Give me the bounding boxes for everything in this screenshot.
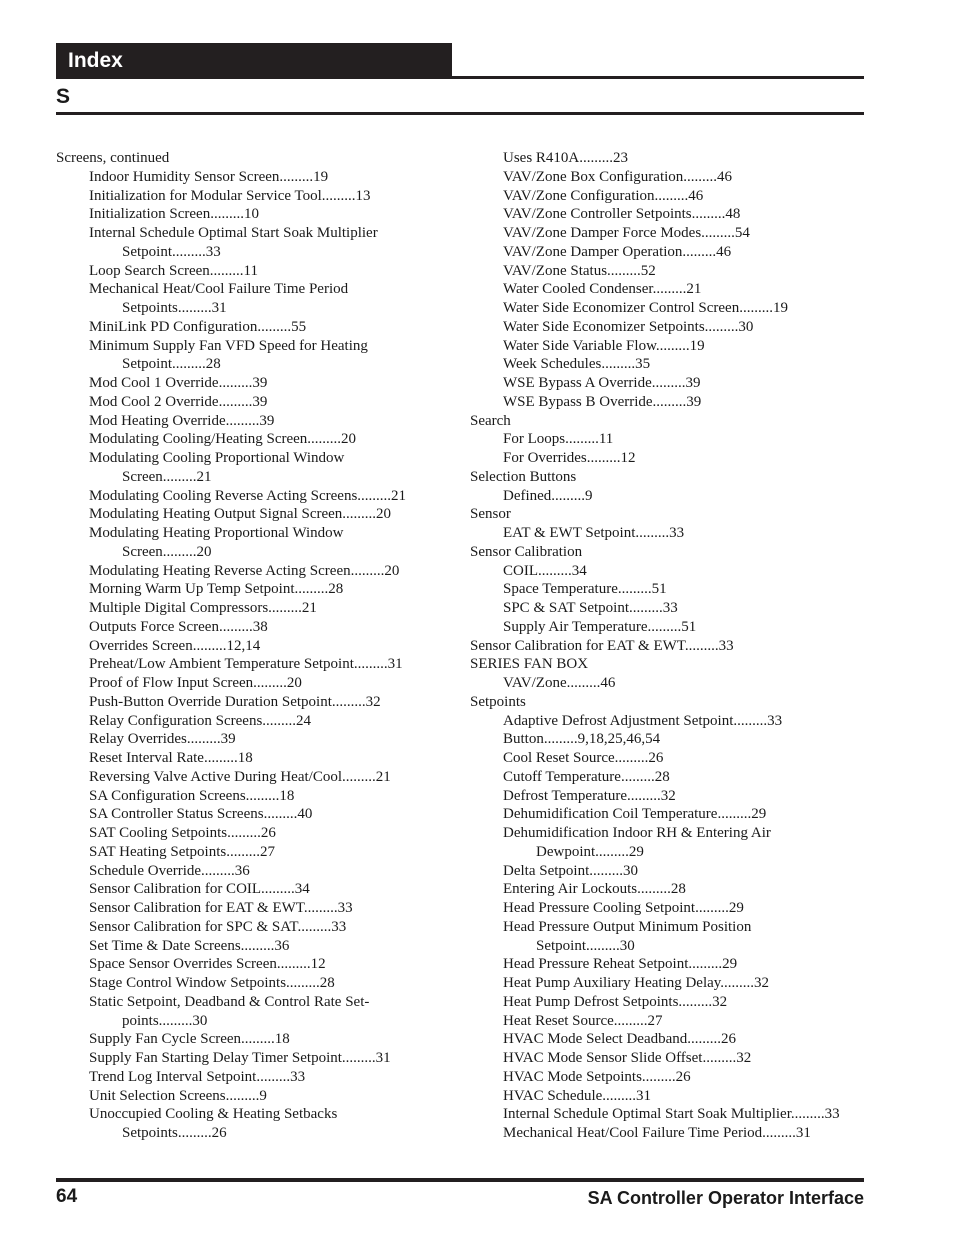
index-entry: WSE Bypass B Override.........39 <box>503 393 702 410</box>
index-entry: Initialization Screen.........10 <box>89 206 259 223</box>
index-entry: WSE Bypass A Override.........39 <box>503 375 701 391</box>
index-heading: Sensor Calibration <box>470 543 583 560</box>
index-entry: HVAC Mode Sensor Slide Offset.........32 <box>503 1050 752 1066</box>
index-entry: EAT & EWT Setpoint.........33 <box>503 525 685 541</box>
index-entry: Week Schedules.........35 <box>503 356 651 373</box>
index-entry: For Overrides.........12 <box>503 450 636 466</box>
index-entry: Reset Interval Rate.........18 <box>89 750 253 766</box>
index-entry: Head Pressure Output Minimum Position <box>503 918 752 935</box>
index-entry: Cutoff Temperature.........28 <box>503 768 670 785</box>
index-entry: Head Pressure Cooling Setpoint.........29 <box>503 900 744 916</box>
index-entry: Push-Button Override Duration Setpoint.........32 <box>89 693 381 710</box>
index-entry: Setpoint.........28 <box>122 356 221 373</box>
index-entry: Minimum Supply Fan VFD Speed for Heating <box>89 337 368 354</box>
index-entry: Setpoint.........33 <box>122 243 221 260</box>
index-entry: VAV/Zone Controller Setpoints.........48 <box>503 206 741 223</box>
index-heading: Selection Buttons <box>470 468 577 485</box>
index-entry: Reversing Valve Active During Heat/Cool.........21 <box>89 768 391 785</box>
index-entry: Modulating Heating Proportional Window <box>89 525 344 541</box>
index-entry: Unit Selection Screens.........9 <box>89 1087 267 1104</box>
index-entry: VAV/Zone Damper Operation.........46 <box>503 243 732 260</box>
section-header-bar <box>56 43 452 77</box>
index-heading: Search <box>470 412 511 429</box>
index-entry: Space Temperature.........51 <box>503 581 667 598</box>
index-entry: SAT Heating Setpoints.........27 <box>89 843 275 860</box>
index-entry: Set Time & Date Screens.........36 <box>89 937 290 954</box>
index-entry: HVAC Schedule.........31 <box>503 1087 652 1104</box>
index-entry: Modulating Cooling Reverse Acting Screens.........21 <box>89 487 407 504</box>
index-entry: SA Controller Status Screens.........40 <box>89 806 313 823</box>
index-entry: Delta Setpoint.........30 <box>503 862 638 879</box>
index-entry: Entering Air Lockouts.........28 <box>503 881 686 898</box>
index-heading: Setpoints <box>470 693 526 710</box>
index-entry: Button.........9,18,25,46,54 <box>503 731 661 748</box>
index-entry: Modulating Cooling/Heating Screen.........20 <box>89 431 357 448</box>
index-entry: Relay Overrides.........39 <box>89 731 236 748</box>
index-entry: Dehumidification Indoor RH & Entering Air <box>503 825 771 841</box>
index-entry: Water Side Economizer Setpoints.........30 <box>503 318 754 335</box>
index-entry: Schedule Override.........36 <box>89 862 250 879</box>
index-entry: Internal Schedule Optimal Start Soak Multiplier <box>89 225 378 241</box>
index-entry: Mechanical Heat/Cool Failure Time Period.........31 <box>503 1125 811 1141</box>
index-entry: Screen.........21 <box>122 468 212 485</box>
footer-title: SA Controller Operator Interface <box>587 1188 864 1208</box>
index-entry: Indoor Humidity Sensor Screen.........19 <box>89 168 329 185</box>
index-entry: Preheat/Low Ambient Temperature Setpoint.........31 <box>89 656 403 673</box>
index-entry: Mod Cool 2 Override.........39 <box>89 393 268 410</box>
index-column-right <box>470 149 864 1143</box>
index-entry: Sensor Calibration for SPC & SAT.........33 <box>89 918 347 935</box>
index-column-left <box>56 149 456 1143</box>
index-entry: Loop Search Screen.........11 <box>89 262 258 279</box>
index-entry: SAT Cooling Setpoints.........26 <box>89 825 276 841</box>
index-entry: SPC & SAT Setpoint.........33 <box>503 600 678 616</box>
index-entry: VAV/Zone Configuration.........46 <box>503 187 704 204</box>
index-entry: Proof of Flow Input Screen.........20 <box>89 675 302 691</box>
index-entry: Mod Cool 1 Override.........39 <box>89 375 268 391</box>
index-entry: HVAC Mode Select Deadband.........26 <box>503 1031 737 1048</box>
index-entry: Setpoints.........26 <box>122 1125 227 1141</box>
index-entry: Mod Heating Override.........39 <box>89 412 275 429</box>
index-entry: Cool Reset Source.........26 <box>503 750 664 766</box>
index-entry: Dewpoint.........29 <box>536 843 644 860</box>
index-entry: Water Side Economizer Control Screen.........19 <box>503 300 788 316</box>
index-entry: VAV/Zone Damper Force Modes.........54 <box>503 225 750 241</box>
index-entry: Defined.........9 <box>503 487 593 504</box>
index-entry: Setpoint.........30 <box>536 937 635 954</box>
index-entry: For Loops.........11 <box>503 431 614 448</box>
index-entry: Heat Reset Source.........27 <box>503 1012 663 1029</box>
page-title: Index <box>68 49 123 72</box>
index-entry: Heat Pump Auxiliary Heating Delay.........32 <box>503 975 770 991</box>
index-entry: Internal Schedule Optimal Start Soak Multiplier.........33 <box>503 1106 840 1123</box>
index-entry: Defrost Temperature.........32 <box>503 787 676 804</box>
index-entry: Overrides Screen.........12,14 <box>89 637 261 654</box>
index-entry: Outputs Force Screen.........38 <box>89 618 268 635</box>
index-heading: SERIES FAN BOX <box>470 656 589 673</box>
index-entry: Screen.........20 <box>122 543 212 560</box>
index-entry: VAV/Zone.........46 <box>503 675 616 691</box>
index-entry: Sensor Calibration for COIL.........34 <box>89 881 310 898</box>
index-entry: Sensor Calibration for EAT & EWT.........33 <box>89 900 353 916</box>
index-entry: Supply Fan Starting Delay Timer Setpoint.........31 <box>89 1050 391 1066</box>
index-entry: Supply Air Temperature.........51 <box>503 618 697 635</box>
index-entry: Unoccupied Cooling & Heating Setbacks <box>89 1106 338 1123</box>
index-entry: Mechanical Heat/Cool Failure Time Period <box>89 281 349 298</box>
index-entry: Head Pressure Reheat Setpoint.........29 <box>503 956 738 973</box>
index-heading: Sensor <box>470 506 511 523</box>
index-entry: Dehumidification Coil Temperature.........29 <box>503 806 767 823</box>
index-entry: Water Cooled Condenser.........21 <box>503 281 702 298</box>
letter-rule <box>56 112 864 115</box>
index-entry: Adaptive Defrost Adjustment Setpoint.........33 <box>503 712 783 729</box>
index-entry: Multiple Digital Compressors.........21 <box>89 600 317 616</box>
index-letter-heading: S <box>56 85 71 108</box>
index-entry: Modulating Cooling Proportional Window <box>89 450 345 466</box>
index-entry: Stage Control Window Setpoints.........28 <box>89 975 335 991</box>
index-entry: COIL.........34 <box>503 562 587 579</box>
index-entry: VAV/Zone Box Configuration.........46 <box>503 168 733 185</box>
index-entry: HVAC Mode Setpoints.........26 <box>503 1068 691 1085</box>
index-heading: Sensor Calibration for EAT & EWT.........33 <box>470 637 734 654</box>
index-heading: Screens, continued <box>56 150 170 166</box>
index-entry: Water Side Variable Flow.........19 <box>503 337 705 354</box>
index-entry: Modulating Heating Reverse Acting Screen.........20 <box>89 562 400 579</box>
index-entry: Space Sensor Overrides Screen.........12 <box>89 956 326 973</box>
index-entry: Modulating Heating Output Signal Screen.........20 <box>89 506 392 523</box>
header-rule <box>56 76 864 79</box>
index-entry: SA Configuration Screens.........18 <box>89 787 295 804</box>
index-entry: Relay Configuration Screens.........24 <box>89 712 312 729</box>
index-entry: Uses R410A.........23 <box>503 150 629 166</box>
index-entry: points.........30 <box>122 1012 208 1029</box>
index-entry: Setpoints.........31 <box>122 300 227 316</box>
page-number: 64 <box>56 1186 78 1207</box>
index-entry: Supply Fan Cycle Screen.........18 <box>89 1031 290 1048</box>
index-entry: VAV/Zone Status.........52 <box>503 262 656 279</box>
index-entry: MiniLink PD Configuration.........55 <box>89 318 307 335</box>
footer-rule <box>56 1178 864 1182</box>
index-entry: Initialization for Modular Service Tool.........13 <box>89 187 371 204</box>
index-entry: Trend Log Interval Setpoint.........33 <box>89 1068 306 1085</box>
index-entry: Heat Pump Defrost Setpoints.........32 <box>503 993 728 1010</box>
index-entry: Static Setpoint, Deadband & Control Rate Set- <box>89 993 370 1010</box>
index-entry: Morning Warm Up Temp Setpoint.........28 <box>89 581 344 598</box>
